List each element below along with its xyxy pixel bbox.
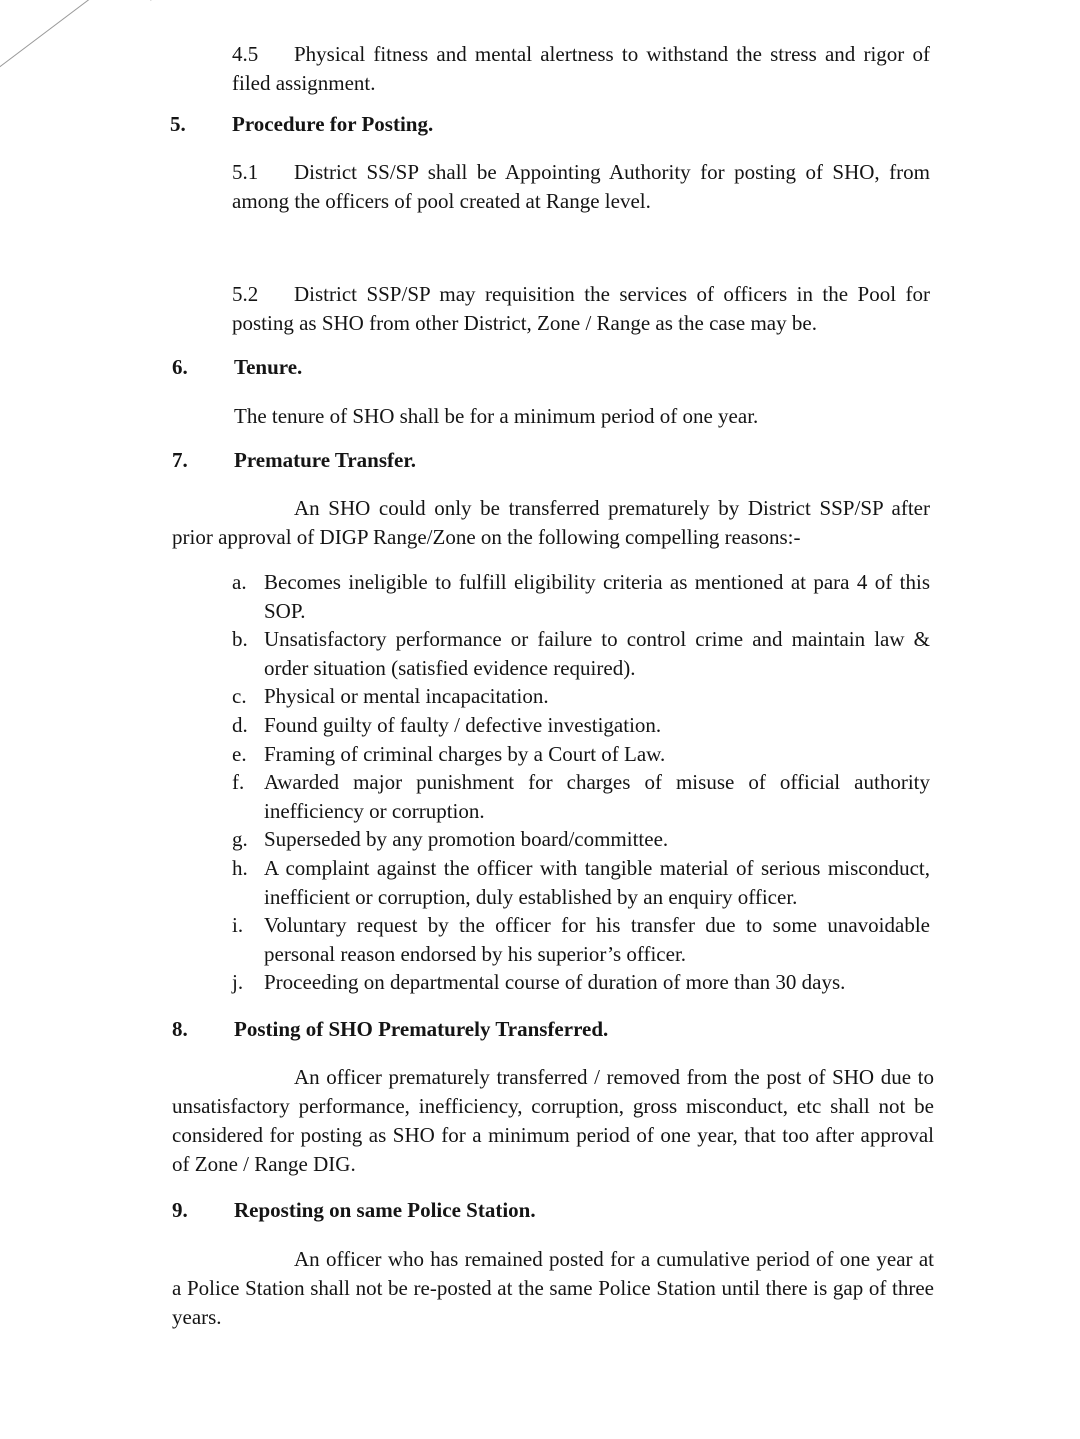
- list-item-label: h.: [232, 855, 248, 880]
- list-item: [232, 968, 930, 997]
- list-item-text: Superseded by any promotion board/committee.: [264, 827, 669, 852]
- clause-text: District SS/SP shall be Appointing Authority for posting of SHO, from among the officers of pool created at Range level.: [232, 160, 930, 213]
- clause-5-2: [232, 280, 930, 338]
- list-item: [232, 682, 930, 711]
- list-item-label: f.: [232, 770, 245, 795]
- list-item-text: A complaint against the officer with tangible material of serious misconduct, inefficient or corruption, duly established by an enquiry officer.: [264, 855, 930, 909]
- section-heading: Procedure for Posting.: [232, 112, 434, 136]
- clause-number: 4.5: [232, 42, 259, 66]
- section-heading: Reposting on same Police Station.: [234, 1198, 536, 1222]
- clause-4-5: [232, 40, 930, 98]
- reposting-paragraph: An officer who has remained posted for a cumulative period of one year at a Police Station shall not be re-posted at the same Police Station until there is gap of three years.: [172, 1247, 934, 1329]
- clause-number: 5.2: [232, 282, 259, 306]
- section-heading: Posting of SHO Prematurely Transferred.: [234, 1017, 609, 1041]
- list-item: [232, 825, 930, 854]
- list-item: [232, 568, 930, 625]
- list-item: [232, 854, 930, 911]
- list-item: [232, 625, 930, 682]
- list-item: [232, 711, 930, 740]
- list-item-text: Unsatisfactory performance or failure to control crime and maintain law & order situation (satisfied evidence required).: [264, 627, 930, 680]
- tenure-paragraph: The tenure of SHO shall be for a minimum period of one year.: [234, 404, 759, 428]
- section-number: 7.: [172, 448, 188, 472]
- section-number: 9.: [172, 1198, 188, 1222]
- list-item-text: Framing of criminal charges by a Court of Law.: [264, 741, 666, 766]
- page-fold-line: [0, 0, 181, 73]
- clause-5-1: [232, 158, 930, 216]
- list-item-label: e.: [232, 741, 247, 766]
- premature-paragraph: An SHO could only be transferred prematurely by District SSP/SP after prior approval of DIGP Range/Zone on the following compelling reasons:-: [172, 496, 930, 549]
- page-fold-line: [150, 0, 185, 1]
- list-item-text: Found guilty of faulty / defective investigation.: [264, 712, 662, 737]
- list-item-label: a.: [232, 570, 247, 594]
- clause-number: 5.1: [232, 160, 259, 184]
- section-heading: Tenure.: [234, 355, 303, 379]
- section-number: 5.: [170, 112, 186, 136]
- list-item: [232, 768, 930, 825]
- list-item-text: Proceeding on departmental course of duration of more than 30 days.: [264, 970, 846, 995]
- posting-paragraph: An officer prematurely transferred / removed from the post of SHO due to unsatisfactory performance, inefficiency, corruption, gross misconduct, etc shall not be considered for posting as SHO for a minimum period of one year, that too after approval of Zone / Range DIG.: [172, 1065, 934, 1176]
- list-item-label: g.: [232, 827, 248, 852]
- list-item-text: Awarded major punishment for charges of misuse of official authority inefficiency or corruption.: [264, 770, 930, 823]
- list-item-text: Voluntary request by the officer for his transfer due to some unavoidable personal reason endorsed by his superior’s officer.: [264, 913, 930, 966]
- section-number: 6.: [172, 355, 188, 379]
- list-item-text: Physical or mental incapacitation.: [264, 684, 549, 709]
- list-item: [232, 911, 930, 968]
- list-item-label: c.: [232, 684, 247, 709]
- section-number: 8.: [172, 1017, 188, 1041]
- clause-text: Physical fitness and mental alertness to withstand the stress and rigor of filed assignment.: [232, 42, 930, 95]
- clause-text: District SSP/SP may requisition the services of officers in the Pool for posting as SHO from other District, Zone / Range as the case may be.: [232, 282, 930, 335]
- list-item-text: Becomes ineligible to fulfill eligibility criteria as mentioned at para 4 of this SOP.: [264, 570, 930, 623]
- list-item: [232, 740, 930, 769]
- reasons-list: [232, 568, 930, 997]
- list-item-label: j.: [232, 970, 244, 995]
- section-heading: Premature Transfer.: [234, 448, 416, 472]
- list-item-label: d.: [232, 712, 248, 737]
- list-item-label: b.: [232, 627, 248, 652]
- list-item-label: i.: [232, 913, 244, 938]
